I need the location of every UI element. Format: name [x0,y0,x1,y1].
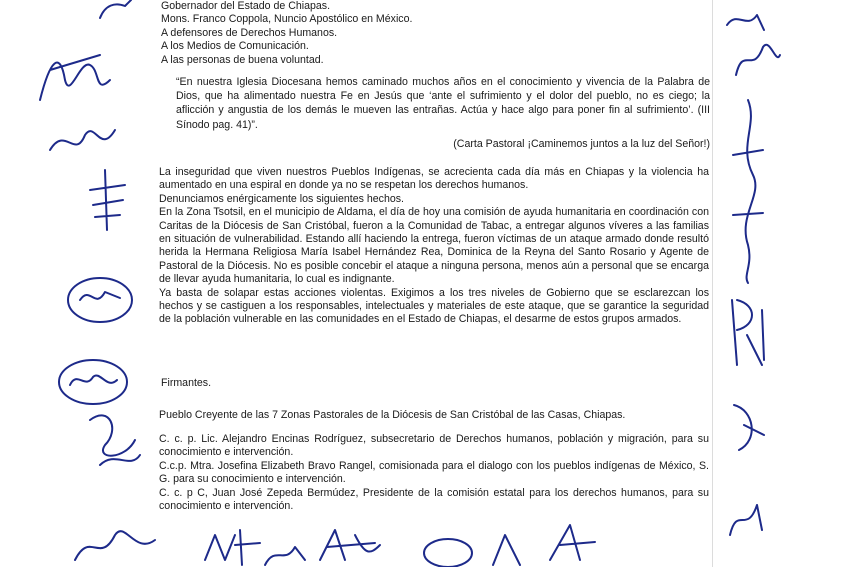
signature-mark [722,5,767,35]
signature-mark [315,525,385,567]
addressee-list [161,0,711,67]
pastoral-quote: “En nuestra Iglesia Diocesana hemos caminado muchos años en el conocimiento y vivencia de la Palabra de Dios, que ha alimentado nuestra Fe en Jesús que ‘ante el sufrimiento y el dolor del pueblo, no es ciego; la aflicción y angustia de los demás le mueven las entrañas. Actúa y hace algo para poner fin al sufrimiento’. (III Sínodo pag. 41)”. [176,76,710,131]
ccp-line: C. c. p C, Juan José Zepeda Bermúdez, Presidente de la comisión estatal para los derechos humanos, para su conocimiento e intervención. [159,486,709,513]
ccp-line: C. c. p. Lic. Alejandro Encinas Rodríguez, subsecretario de Derechos humanos, población y migración, para su conocimiento e intervención. [159,433,709,459]
signature-mark [728,35,783,85]
addressee-line: Gobernador del Estado de Chiapas. [161,0,331,12]
letter-body [159,166,709,327]
intro-paragraph: La inseguridad que viven nuestros Pueblos Indígenas, se acrecienta cada día más en Chiapas y la violencia ha aumentado en una espiral en donde ya no se respetan los derechos humanos. [159,166,709,192]
signature-mark [80,400,150,475]
addressee-line: A las personas de buena voluntad. [161,53,324,66]
page-edge-line [712,0,713,567]
demand-paragraph: Ya basta de solapar estas acciones violentas. Exigimos a los tres niveles de Gobierno que se esclarezcan los hechos y se castiguen a los responsables, intelectuales y materiales de este ataque, que se garantice la seguridad de la población vulnerable en las comunidades en el Estado de Chiapas, el desarme de estos grupos armados. [159,286,709,326]
signature-mark [45,120,120,165]
signature-mark [420,535,475,567]
signature-mark [260,535,310,567]
signature-mark [70,510,160,567]
signatories-label: Firmantes. [161,377,212,389]
ccp-line: C.c.p. Mtra. Josefina Elizabeth Bravo Rangel, comisionada para el dialogo con los pueblos indígenas de México, S. G. para su conocimiento e intervención. [159,459,709,486]
signature-mark [540,520,600,567]
signature-mark [724,395,769,460]
signature-mark [85,165,130,235]
signature-mark [95,0,135,20]
signatory-organization: Pueblo Creyente de las 7 Zonas Pastorales de la Diócesis de San Cristóbal de las Casas, Chiapas. [159,409,626,421]
denounce-paragraph: Denunciamos enérgicamente los siguientes hechos. [159,192,404,205]
signature-mark [722,290,777,370]
signature-mark [718,95,778,285]
facts-paragraph: En la Zona Tsotsil, en el municipio de Aldama, el día de hoy una comisión de ayuda humanitaria en coordinación con Caritas de la Diócesis de San Cristóbal, fueron a la Comunidad de Tabac, a entregar algunos víveres a las familias en situación de vulnerabilidad. Estando allí haciendo la entrega, fueron víctimas de un ataque armado donde resultó herida la Hermana Religiosa María Isabel Hernández Rea, Dominica de la Reyna del Santo Rosario y Agente de Pastoral de la Diócesis. No es posible concebir el ataque a ninguna persona, menos aún a personal que se encarga de llevar ayuda humanitaria, lo cual es indignante. [159,206,709,286]
carbon-copy-list [159,433,709,513]
quote-reference: (Carta Pastoral ¡Caminemos juntos a la luz del Señor!) [453,138,710,150]
addressee-line: A defensores de Derechos Humanos. [161,26,338,39]
addressee-line: Mons. Franco Coppola, Nuncio Apostólico en México. [161,13,413,26]
signature-mark [485,530,530,567]
signature-mark [30,40,120,110]
signature-mark [65,270,135,325]
signature-mark [722,490,767,545]
addressee-line: A los Medios de Comunicación. [161,40,309,53]
